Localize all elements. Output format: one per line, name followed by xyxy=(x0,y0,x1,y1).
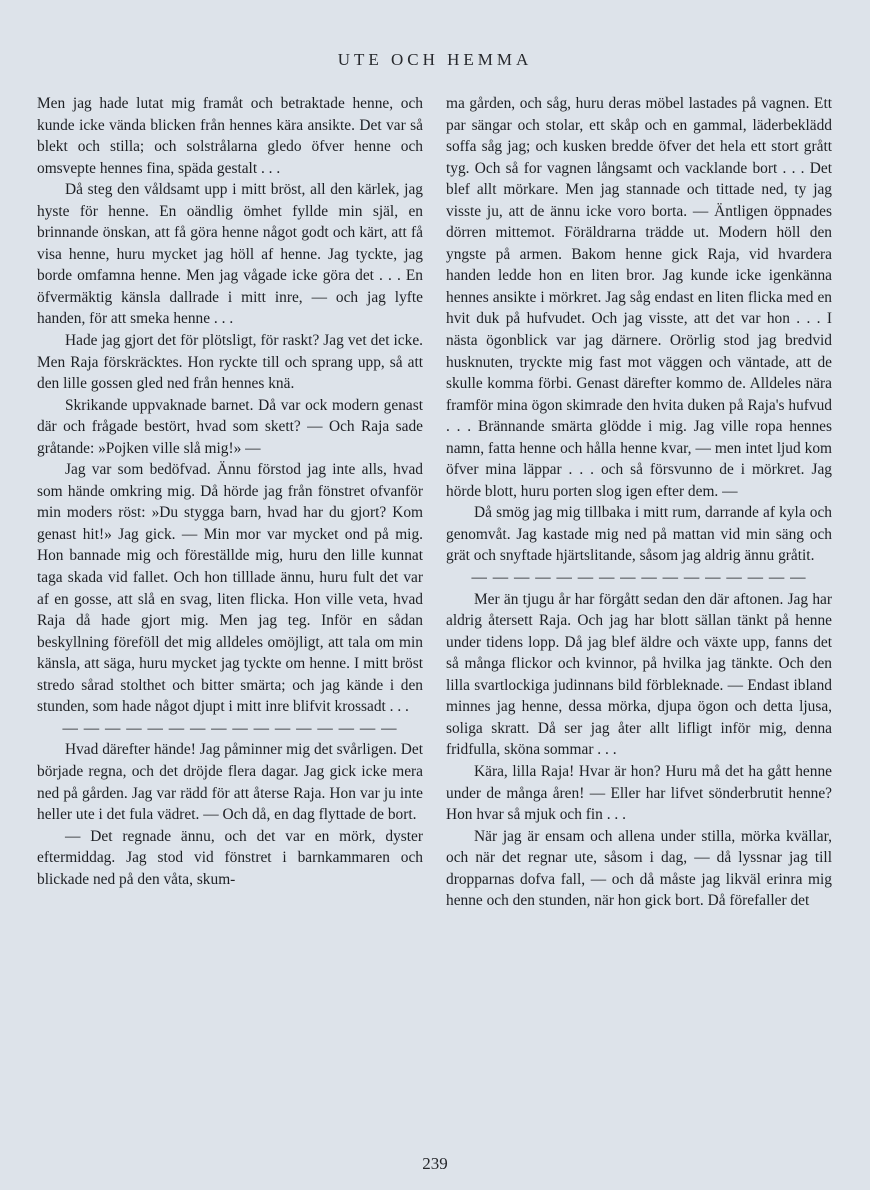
paragraph: Skrikande uppvaknade barnet. Då var ock modern genast där och frågade bestört, hvad som skett? — Och Raja sade gråtande: »Pojken ville slå mig!» — xyxy=(37,396,423,457)
paragraph: Hade jag gjort det för plötsligt, för raskt? Jag vet det icke. Men Raja förskräcktes. Hon ryckte till och sprang upp, så att den lille gossen gled ned från hennes knä. xyxy=(37,332,423,393)
paragraph: Jag var som bedöfvad. Ännu förstod jag inte alls, hvad som hände omkring mig. Då hörde jag från fönstret ofvanför min moders röst: »Du stygga barn, hvad har du gjort? Kom genast hit!» Jag gick. — Min mor var mycket ond på mig. Hon bannade mig och föreställde mig, huru den lille kunnat taga skada vid fallet. Och hon tilllade ännu, huru fult det var af en gosse, att slå en svag, liten flicka. Hon ville veta, hvad Raja då hade gjort mig. Men jag teg. Inför en sådan beskyllning föreföll det mig alldeles omöjligt, att tala om min känsla, att säga, huru mycket jag tyckte om henne. I mitt bröst stredo sårad stolthet och bitter smärta; och jag kände i den stunden, som hade något djupt i mitt inre blifvit krossadt . . . xyxy=(37,461,423,716)
running-title: UTE OCH HEMMA xyxy=(337,50,533,69)
paragraph: Men jag hade lutat mig framåt och betraktade henne, och kunde icke vända blicken från hennes kära ansikte. Det var så blekt och stilla; och solstrålarna gledo öfver henne och omsvepte hennes fina, späda gestalt . . . xyxy=(37,95,423,177)
paragraph: Kära, lilla Raja! Hvar är hon? Huru må det ha gått henne under de många åren! — Eller har lifvet sönderbrutit henne? Hon hvar så mjuk och fin . . . xyxy=(446,762,832,824)
paragraph: — Det regnade ännu, och det var en mörk, dyster eftermiddag. Jag stod vid fönstret i barnkammaren och blickade ned på den våta, skum- xyxy=(37,827,423,888)
section-divider: — — — — — — — — — — — — — — — — xyxy=(471,569,807,587)
right-column xyxy=(446,93,832,912)
paragraph: Då steg den våldsamt upp i mitt bröst, all den kärlek, jag hyste för henne. En oändlig ömhet fyllde min själ, en brinnande önskan, att få göra henne något godt och kärt, att få visa henne, huru mycket jag höll af henne. Jag tyckte, jag borde omfamna henne. Men jag vågade icke göra det . . . En öfvermäktig känsla dallrade i mitt inre, — och jag lyfte handen, för att smeka henne . . . xyxy=(37,181,423,328)
paragraph: Mer än tjugu år har förgått sedan den där aftonen. Jag har aldrig återsett Raja. Och jag har blott sällan tänkt på henne under tidens lopp. Då jag blef äldre och växte upp, fanns det så många flickor och kvinnor, på hvilka jag tänkte. Och den lilla svartlockiga judinnans bild förbleknade. — Endast ibland minnes jag henne, dessa mörka, djupa ögon och detta ljusa, soliga skratt. Då ser jag åter allt lifligt inför mig, denna fridfulla, sköna sommar . . . xyxy=(446,590,832,759)
paragraph: När jag är ensam och allena under stilla, mörka kvällar, och när det regnar ute, såsom i dag, — då lyssnar jag till dropparnas dofva fall, — och då måste jag likväl erinra mig henne och den stunden, när hon gick bort. Då förefaller det xyxy=(446,827,832,910)
paragraph: Då smög jag mig tillbaka i mitt rum, darrande af kyla och genomvåt. Jag kastade mig ned på mattan vid min säng och grät och snyftade hjärtslitande, såsom jag aldrig ännu gråtit. xyxy=(446,504,832,565)
paragraph: ma gården, och såg, huru deras möbel lastades på vagnen. Ett par sängar och stolar, ett skåp och en gammal, läderbeklädd soffa såg jag; och kusken bredde öfver det hela ett stort grått tyg. Och så for vagnen långsamt och vacklande bort . . . Det blef allt mörkare. Men jag stannade och tittade ned, ty jag visste ju, att de ännu icke voro borta. — Äntligen öppnades dörren mittemot. Föräldrarna trädde ut. Modern höll den yngste på armen. Bakom henne gick Raja, vid hvardera handen ledde hon en liten bror. Jag kunde icke igenkänna hennes ansikte i mörkret. Jag såg endast en liten flicka med en hvit duk på hufvudet. Och jag visste, att det var hon . . . I nästa ögonblick var jag därnere. Orörlig stod jag bredvid husknuten, tryckte mig fast mot väggen och väntade, att de skulle komma förbi. Genast därefter kommo de. Alldeles nära framför mina ögon skimrade den hvita duken på Raja's hufvud . . . Brännande smärta glödde i mig. Jag ville ropa hennes namn, fatta henne och hålla henne kvar, — men intet ljud kom öfver mina läppar . . . och så försvunno de i mörkret. Jag hörde blott, huru porten slog igen efter dem. — xyxy=(446,95,832,500)
section-divider: — — — — — — — — — — — — — — — — xyxy=(62,719,398,737)
paragraph: Hvad därefter hände! Jag påminner mig det svårligen. Det började regna, och det dröjde flera dagar. Jag gick icke mera ned på gården. Jag var rädd för att återse Raja. Hon var ju inte heller ute i det fula vädret. — Och då, en dag flyttade de bort. xyxy=(37,741,423,824)
page-number: 239 xyxy=(422,1154,448,1173)
left-column xyxy=(37,93,423,890)
